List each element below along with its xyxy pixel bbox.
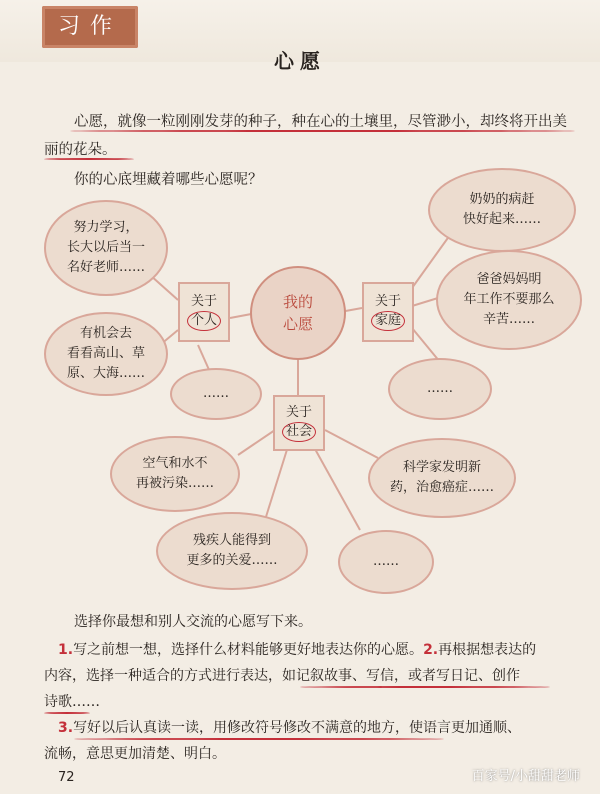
center-line: 心愿 [282,315,313,333]
instructions-line: 诗歌…… [44,694,100,710]
annotation-number: 1. [58,642,74,658]
center-node [250,266,346,360]
instruction-text: 写好以后认真读一读，用修改符号修改不满意的地方，使语言更加通顺、 [73,720,522,736]
category-personal [178,282,230,342]
instructions-line: 流畅，意思更加清楚、明白。 [44,746,226,762]
bubble-personal-3: …… [170,368,262,420]
bubble-family-3: …… [388,358,492,420]
category-label: 家庭 [371,311,405,331]
category-label: 社会 [282,422,316,442]
instruction-text: 再根据想表达的 [438,642,537,658]
page-title: 心愿 [274,49,326,73]
section-tag-label: 习作 [57,14,122,39]
category-label: 关于 [190,294,217,309]
bubble-society-3: 残疾人能得到 更多的关爱…… [156,512,308,590]
underline-annotation [300,686,550,688]
annotation-number: 3. [58,720,74,736]
center-line: 我的 [282,293,313,311]
bubble-family-1: 奶奶的病赶 快好起来…… [428,168,576,252]
bubble-society-4: …… [338,530,434,594]
bubble-personal-2: 有机会去 看看高山、草 原、大海…… [44,312,168,396]
bubble-society-2: 科学家发明新 药，治愈癌症…… [368,438,516,518]
category-label: 关于 [285,405,312,420]
intro-paragraph: 心愿，就像一粒刚刚发芽的种子，种在心的土壤里，尽管渺小，却终将开出美丽的花朵。 [44,114,567,158]
annotation-number: 2. [423,642,439,658]
bubble-society-1: 空气和水不 再被污染…… [110,436,240,512]
intro-question: 你的心底埋藏着哪些心愿呢？ [74,172,263,188]
bubble-personal-1: 努力学习， 长大以后当一 名好老师…… [44,200,168,296]
watermark: 百家号/小甜甜老师 [471,769,580,784]
category-family [362,282,414,342]
category-label: 关于 [374,294,401,309]
category-label: 个人 [187,311,221,331]
page-number: 72 [58,770,75,785]
instructions-line: 内容，选择一种适合的方式进行表达，如记叙故事、写信，或者写日记、创作 [44,668,520,684]
instructions-lead: 选择你最想和别人交流的心愿写下来。 [74,614,312,630]
instructions-line [58,636,588,664]
instruction-text: 写之前想一想，选择什么材料能够更好地表达你的心愿。 [73,642,424,658]
category-society [273,395,325,451]
bubble-family-2: 爸爸妈妈明 年工作不要那么 辛苦…… [436,250,582,350]
